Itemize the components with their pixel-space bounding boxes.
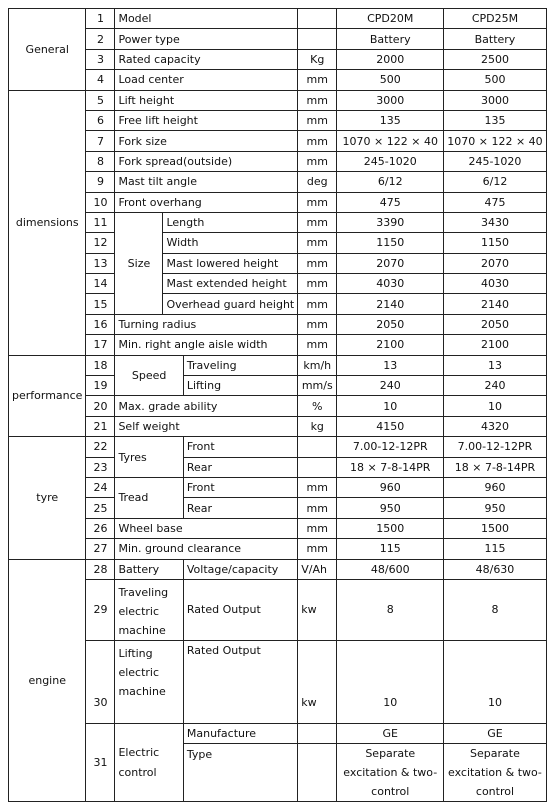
row-number: 28 <box>86 559 115 579</box>
value-cpd20m: Battery <box>337 29 444 49</box>
value-cpd20m: 2050 <box>337 314 444 334</box>
group-general: General <box>9 9 86 91</box>
value-cpd25m: 6/12 <box>444 172 546 192</box>
item-label: Voltage/capacity <box>183 559 297 579</box>
row-number: 30 <box>86 640 115 723</box>
item-label: Self weight <box>115 416 298 436</box>
row-number: 8 <box>86 151 115 171</box>
value-cpd25m: 2050 <box>444 314 546 334</box>
row-number: 27 <box>86 539 115 559</box>
item-label: Overhead guard height <box>163 294 298 314</box>
table-row <box>9 70 547 90</box>
value-cpd20m: 1150 <box>337 233 444 253</box>
unit-cell: mm <box>298 335 337 355</box>
subgroup-size: Size <box>115 212 163 314</box>
item-label: Front <box>183 437 297 457</box>
unit-cell: mm <box>298 294 337 314</box>
group-performance: performance <box>9 355 86 437</box>
item-label: Type <box>183 744 297 802</box>
table-row <box>9 376 547 396</box>
value-cpd20m: 4150 <box>337 416 444 436</box>
unit-cell: mm <box>298 192 337 212</box>
unit-cell <box>298 723 337 743</box>
item-label: Lift height <box>115 90 298 110</box>
table-row <box>9 90 547 110</box>
unit-cell: mm <box>298 539 337 559</box>
group-tyre: tyre <box>9 437 86 559</box>
item-label: Rated Output <box>183 640 297 723</box>
unit-cell: mm <box>298 110 337 130</box>
row-number: 16 <box>86 314 115 334</box>
table-row <box>9 437 547 457</box>
value-cpd25m: 950 <box>444 498 546 518</box>
table-row <box>9 314 547 334</box>
model-header-cpd20m: CPD20M <box>337 9 444 29</box>
value-cpd20m: 950 <box>337 498 444 518</box>
row-number: 22 <box>86 437 115 457</box>
row-number: 23 <box>86 457 115 477</box>
value-cpd25m: 3430 <box>444 212 546 232</box>
value-cpd25m: 2070 <box>444 253 546 273</box>
value-cpd20m: 2100 <box>337 335 444 355</box>
subgroup-tyres: Tyres <box>115 437 183 478</box>
item-label: Max. grade ability <box>115 396 298 416</box>
unit-cell: kw <box>298 579 337 640</box>
row-number: 20 <box>86 396 115 416</box>
value-cpd20m: 1070 × 122 × 40 <box>337 131 444 151</box>
unit-cell: mm/s <box>298 376 337 396</box>
value-cpd25m: 245-1020 <box>444 151 546 171</box>
table-row <box>9 274 547 294</box>
table-row <box>9 192 547 212</box>
value-cpd25m: GE <box>444 723 546 743</box>
value-cpd20m: 48/600 <box>337 559 444 579</box>
value-cpd20m: 8 <box>337 579 444 640</box>
table-row <box>9 131 547 151</box>
value-cpd20m: 7.00-12-12PR <box>337 437 444 457</box>
subgroup-traveling-machine: Traveling electric machine <box>115 579 183 640</box>
row-number: 3 <box>86 49 115 69</box>
row-number: 14 <box>86 274 115 294</box>
value-cpd25m: 48/630 <box>444 559 546 579</box>
table-row <box>9 29 547 49</box>
value-cpd20m: 240 <box>337 376 444 396</box>
table-row <box>9 49 547 69</box>
group-engine: engine <box>9 559 86 802</box>
value-cpd20m: 115 <box>337 539 444 559</box>
unit-cell <box>298 457 337 477</box>
value-cpd25m: 1150 <box>444 233 546 253</box>
row-number: 6 <box>86 110 115 130</box>
item-label: Mast lowered height <box>163 253 298 273</box>
table-row <box>9 212 547 232</box>
unit-cell <box>298 437 337 457</box>
item-label: Fork size <box>115 131 298 151</box>
item-label: Mast extended height <box>163 274 298 294</box>
item-label: Width <box>163 233 298 253</box>
item-label: Lifting <box>183 376 297 396</box>
table-row <box>9 233 547 253</box>
table-row <box>9 294 547 314</box>
value-cpd25m: 10 <box>444 640 546 723</box>
value-cpd20m: 475 <box>337 192 444 212</box>
item-label: Power type <box>115 29 298 49</box>
unit-cell: mm <box>298 253 337 273</box>
value-cpd25m: 115 <box>444 539 546 559</box>
subgroup-tread: Tread <box>115 477 183 518</box>
unit-cell: mm <box>298 90 337 110</box>
value-cpd20m: 10 <box>337 640 444 723</box>
table-row <box>9 151 547 171</box>
item-label: Min. right angle aisle width <box>115 335 298 355</box>
row-number: 21 <box>86 416 115 436</box>
value-cpd20m: 135 <box>337 110 444 130</box>
unit-cell: mm <box>298 274 337 294</box>
value-cpd20m: 960 <box>337 477 444 497</box>
table-row <box>9 9 547 29</box>
table-row <box>9 416 547 436</box>
value-cpd20m: 2070 <box>337 253 444 273</box>
item-label: Rated Output <box>183 579 297 640</box>
table-row <box>9 396 547 416</box>
subgroup-speed: Speed <box>115 355 183 396</box>
item-label: Turning radius <box>115 314 298 334</box>
value-cpd20m: 1500 <box>337 518 444 538</box>
unit-cell: mm <box>298 498 337 518</box>
item-label: Front overhang <box>115 192 298 212</box>
value-cpd25m: 18 × 7-8-14PR <box>444 457 546 477</box>
row-number: 13 <box>86 253 115 273</box>
row-number: 18 <box>86 355 115 375</box>
unit-cell: mm <box>298 212 337 232</box>
unit-cell: mm <box>298 151 337 171</box>
item-label: Traveling <box>183 355 297 375</box>
table-row <box>9 539 547 559</box>
value-cpd25m: 500 <box>444 70 546 90</box>
unit-cell <box>298 9 337 29</box>
unit-cell: mm <box>298 70 337 90</box>
table-row <box>9 640 547 723</box>
unit-cell: % <box>298 396 337 416</box>
value-cpd25m: 8 <box>444 579 546 640</box>
row-number: 24 <box>86 477 115 497</box>
value-cpd20m: 18 × 7-8-14PR <box>337 457 444 477</box>
table-row <box>9 579 547 640</box>
item-label: Rear <box>183 498 297 518</box>
item-label: Mast tilt angle <box>115 172 298 192</box>
value-cpd25m: Battery <box>444 29 546 49</box>
value-cpd20m: 4030 <box>337 274 444 294</box>
unit-cell <box>298 744 337 802</box>
unit-cell: km/h <box>298 355 337 375</box>
row-number: 25 <box>86 498 115 518</box>
item-label: Min. ground clearance <box>115 539 298 559</box>
value-cpd25m: 1500 <box>444 518 546 538</box>
subgroup-electric-control: Electric control <box>115 723 183 801</box>
table-row <box>9 477 547 497</box>
unit-cell: mm <box>298 131 337 151</box>
unit-cell: mm <box>298 314 337 334</box>
row-number: 15 <box>86 294 115 314</box>
row-number: 29 <box>86 579 115 640</box>
unit-cell: mm <box>298 233 337 253</box>
value-cpd25m: 475 <box>444 192 546 212</box>
item-label: Rear <box>183 457 297 477</box>
value-cpd25m: 960 <box>444 477 546 497</box>
value-cpd25m: 10 <box>444 396 546 416</box>
value-cpd25m: 2500 <box>444 49 546 69</box>
row-number: 31 <box>86 723 115 801</box>
value-cpd20m: 500 <box>337 70 444 90</box>
row-number: 9 <box>86 172 115 192</box>
value-cpd20m: 10 <box>337 396 444 416</box>
row-number: 10 <box>86 192 115 212</box>
value-cpd20m: GE <box>337 723 444 743</box>
table-row <box>9 172 547 192</box>
table-row <box>9 253 547 273</box>
value-cpd20m: 2000 <box>337 49 444 69</box>
value-cpd25m: 3000 <box>444 90 546 110</box>
unit-cell: kw <box>298 640 337 723</box>
item-label: Length <box>163 212 298 232</box>
value-cpd25m: 135 <box>444 110 546 130</box>
table-row <box>9 355 547 375</box>
value-cpd20m: 3000 <box>337 90 444 110</box>
unit-cell: deg <box>298 172 337 192</box>
table-row <box>9 498 547 518</box>
subgroup-lifting-machine: Lifting electric machine <box>115 640 183 723</box>
row-number: 12 <box>86 233 115 253</box>
table-row <box>9 335 547 355</box>
item-label: Manufacture <box>183 723 297 743</box>
value-cpd20m: Separate excitation & two-control <box>337 744 444 802</box>
specification-table <box>8 8 547 802</box>
row-number: 1 <box>86 9 115 29</box>
model-header-cpd25m: CPD25M <box>444 9 546 29</box>
unit-cell: kg <box>298 416 337 436</box>
unit-cell: Kg <box>298 49 337 69</box>
group-dimensions: dimensions <box>9 90 86 355</box>
row-number: 5 <box>86 90 115 110</box>
unit-cell <box>298 29 337 49</box>
table-row <box>9 457 547 477</box>
value-cpd25m: 2140 <box>444 294 546 314</box>
item-label: Free lift height <box>115 110 298 130</box>
item-label: Rated capacity <box>115 49 298 69</box>
value-cpd25m: 1070 × 122 × 40 <box>444 131 546 151</box>
table-row <box>9 518 547 538</box>
item-label: Front <box>183 477 297 497</box>
value-cpd20m: 2140 <box>337 294 444 314</box>
value-cpd25m: 7.00-12-12PR <box>444 437 546 457</box>
item-label: Load center <box>115 70 298 90</box>
value-cpd20m: 3390 <box>337 212 444 232</box>
value-cpd25m: 4030 <box>444 274 546 294</box>
value-cpd25m: 4320 <box>444 416 546 436</box>
row-number: 17 <box>86 335 115 355</box>
table-row <box>9 723 547 743</box>
unit-cell: mm <box>298 477 337 497</box>
item-label: Model <box>115 9 298 29</box>
subgroup-battery: Battery <box>115 559 183 579</box>
item-label: Wheel base <box>115 518 298 538</box>
item-label: Fork spread(outside) <box>115 151 298 171</box>
row-number: 26 <box>86 518 115 538</box>
table-row <box>9 110 547 130</box>
row-number: 11 <box>86 212 115 232</box>
value-cpd25m: 2100 <box>444 335 546 355</box>
value-cpd25m: 240 <box>444 376 546 396</box>
value-cpd20m: 6/12 <box>337 172 444 192</box>
value-cpd25m: 13 <box>444 355 546 375</box>
value-cpd20m: 13 <box>337 355 444 375</box>
row-number: 7 <box>86 131 115 151</box>
table-row <box>9 559 547 579</box>
unit-cell: mm <box>298 518 337 538</box>
value-cpd20m: 245-1020 <box>337 151 444 171</box>
value-cpd25m: Separate excitation & two-control <box>444 744 546 802</box>
unit-cell: V/Ah <box>298 559 337 579</box>
row-number: 19 <box>86 376 115 396</box>
row-number: 2 <box>86 29 115 49</box>
row-number: 4 <box>86 70 115 90</box>
